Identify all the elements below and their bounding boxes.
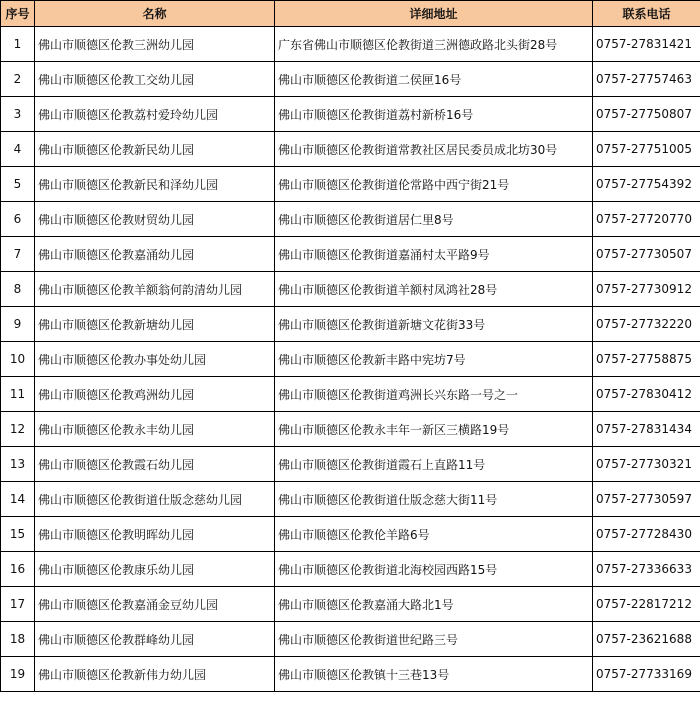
cell-phone: 0757-27733169 [593,657,700,692]
cell-phone: 0757-27730597 [593,482,700,517]
cell-name: 佛山市顺德区伦教新民幼儿园 [35,132,275,167]
cell-name: 佛山市顺德区伦教财贸幼儿园 [35,202,275,237]
cell-name: 佛山市顺德区伦教新伟力幼儿园 [35,657,275,692]
cell-name: 佛山市顺德区伦教嘉涌金豆幼儿园 [35,587,275,622]
cell-name: 佛山市顺德区伦教新塘幼儿园 [35,307,275,342]
table-row [1,132,700,167]
cell-name: 佛山市顺德区伦教新民和泽幼儿园 [35,167,275,202]
table-row [1,622,700,657]
cell-index: 6 [1,202,35,237]
cell-index: 4 [1,132,35,167]
cell-phone: 0757-22817212 [593,587,700,622]
cell-address: 广东省佛山市顺德区伦教街道三洲德政路北头街28号 [275,27,593,62]
table-row [1,62,700,97]
table-row [1,167,700,202]
header-address: 详细地址 [275,1,593,27]
table-row [1,237,700,272]
cell-phone: 0757-27831434 [593,412,700,447]
cell-address: 佛山市顺德区伦教街道荔村新桥16号 [275,97,593,132]
table-body [1,27,700,692]
cell-address: 佛山市顺德区伦教街道伦常路中西宁街21号 [275,167,593,202]
cell-address: 佛山市顺德区伦教街道嘉涌村太平路9号 [275,237,593,272]
cell-address: 佛山市顺德区伦教伦羊路6号 [275,517,593,552]
cell-name: 佛山市顺德区伦教三洲幼儿园 [35,27,275,62]
cell-index: 10 [1,342,35,377]
header-row [1,1,700,27]
cell-index: 18 [1,622,35,657]
cell-name: 佛山市顺德区伦教鸡洲幼儿园 [35,377,275,412]
cell-phone: 0757-27831421 [593,27,700,62]
table-row [1,587,700,622]
cell-address: 佛山市顺德区伦教新丰路中宪坊7号 [275,342,593,377]
cell-index: 3 [1,97,35,132]
cell-index: 17 [1,587,35,622]
cell-name: 佛山市顺德区伦教永丰幼儿园 [35,412,275,447]
cell-address: 佛山市顺德区伦教街道居仁里8号 [275,202,593,237]
cell-phone: 0757-27757463 [593,62,700,97]
cell-phone: 0757-27730912 [593,272,700,307]
cell-phone: 0757-27720770 [593,202,700,237]
cell-address: 佛山市顺德区伦教镇十三巷13号 [275,657,593,692]
cell-index: 5 [1,167,35,202]
cell-index: 9 [1,307,35,342]
cell-address: 佛山市顺德区伦教街道世纪路三号 [275,622,593,657]
cell-name: 佛山市顺德区伦教羊额翁何韵清幼儿园 [35,272,275,307]
cell-name: 佛山市顺德区伦教嘉涌幼儿园 [35,237,275,272]
table-row [1,517,700,552]
cell-name: 佛山市顺德区伦教群峰幼儿园 [35,622,275,657]
header-phone: 联系电话 [593,1,700,27]
table-row [1,202,700,237]
cell-name: 佛山市顺德区伦教街道仕版念慈幼儿园 [35,482,275,517]
cell-index: 14 [1,482,35,517]
cell-name: 佛山市顺德区伦教荔村爱玲幼儿园 [35,97,275,132]
table-row [1,307,700,342]
cell-address: 佛山市顺德区伦教街道二侯匣16号 [275,62,593,97]
cell-address: 佛山市顺德区伦教街道羊额村凤鸿社28号 [275,272,593,307]
cell-phone: 0757-27728430 [593,517,700,552]
cell-index: 8 [1,272,35,307]
cell-phone: 0757-27754392 [593,167,700,202]
cell-phone: 0757-27750807 [593,97,700,132]
table-row [1,272,700,307]
cell-phone: 0757-27730321 [593,447,700,482]
cell-index: 19 [1,657,35,692]
cell-phone: 0757-27336633 [593,552,700,587]
cell-index: 7 [1,237,35,272]
cell-address: 佛山市顺德区伦教街道新塘文花街33号 [275,307,593,342]
cell-index: 1 [1,27,35,62]
cell-index: 15 [1,517,35,552]
cell-name: 佛山市顺德区伦教霞石幼儿园 [35,447,275,482]
table-row [1,482,700,517]
header-index: 序号 [1,1,35,27]
table-row [1,657,700,692]
cell-name: 佛山市顺德区伦教康乐幼儿园 [35,552,275,587]
table-row [1,447,700,482]
table-row [1,552,700,587]
cell-index: 2 [1,62,35,97]
cell-phone: 0757-27758875 [593,342,700,377]
table-header [1,1,700,27]
cell-phone: 0757-27830412 [593,377,700,412]
cell-address: 佛山市顺德区伦教街道霞石上直路11号 [275,447,593,482]
cell-phone: 0757-27751005 [593,132,700,167]
cell-address: 佛山市顺德区伦教永丰年一新区三横路19号 [275,412,593,447]
cell-index: 11 [1,377,35,412]
cell-phone: 0757-27730507 [593,237,700,272]
cell-index: 12 [1,412,35,447]
table-row [1,27,700,62]
cell-address: 佛山市顺德区伦教嘉涌大路北1号 [275,587,593,622]
table-row [1,412,700,447]
cell-phone: 0757-27732220 [593,307,700,342]
cell-address: 佛山市顺德区伦教街道仕版念慈大街11号 [275,482,593,517]
cell-name: 佛山市顺德区伦教明晖幼儿园 [35,517,275,552]
cell-address: 佛山市顺德区伦教街道北海校园西路15号 [275,552,593,587]
table-row [1,97,700,132]
cell-index: 16 [1,552,35,587]
table-row [1,342,700,377]
cell-name: 佛山市顺德区伦教工交幼儿园 [35,62,275,97]
cell-address: 佛山市顺德区伦教街道常教社区居民委员成北坊30号 [275,132,593,167]
table-row [1,377,700,412]
cell-address: 佛山市顺德区伦教街道鸡洲长兴东路一号之一 [275,377,593,412]
cell-name: 佛山市顺德区伦教办事处幼儿园 [35,342,275,377]
cell-phone: 0757-23621688 [593,622,700,657]
cell-index: 13 [1,447,35,482]
header-name: 名称 [35,1,275,27]
